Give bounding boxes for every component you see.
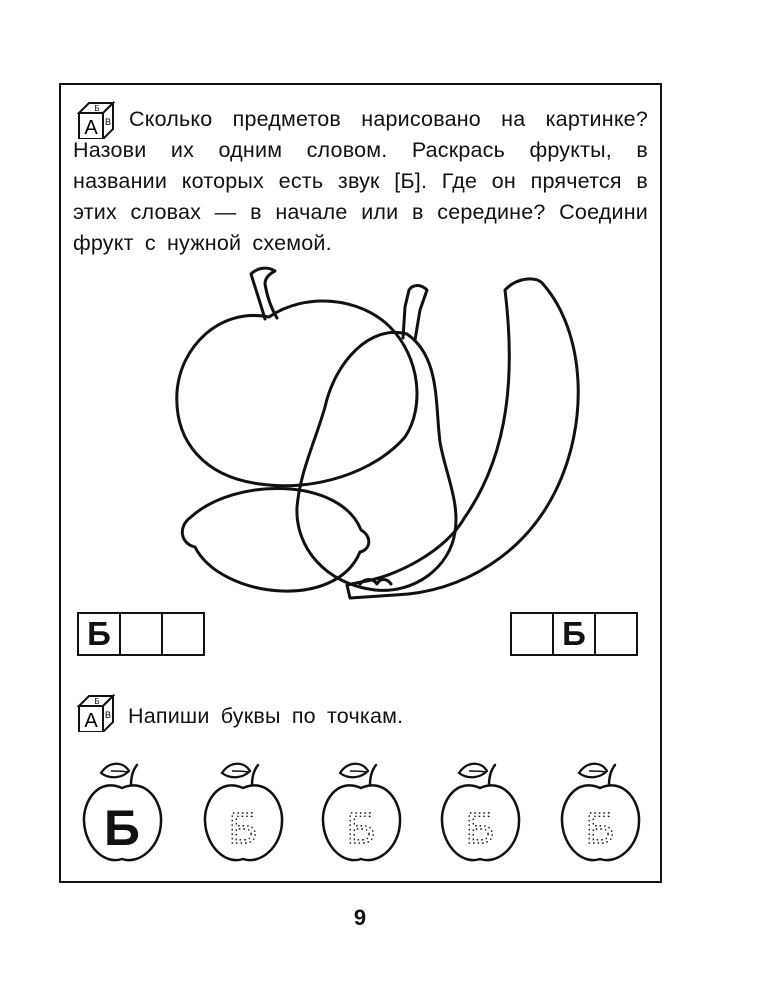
lemon-drawing <box>182 488 369 591</box>
sound-scheme-start[interactable] <box>77 612 205 656</box>
svg-text:A: A <box>84 710 98 732</box>
trace-letter: Б <box>228 804 258 853</box>
apple-letter-dotted[interactable] <box>318 755 404 865</box>
abc-cube-icon <box>76 692 116 732</box>
svg-text:A: A <box>84 117 98 139</box>
svg-text:В: В <box>104 710 112 720</box>
scheme-cell <box>594 612 638 656</box>
apple-letter-dotted[interactable] <box>557 755 643 865</box>
apple-drawing <box>177 268 417 486</box>
apple-letter-dotted[interactable] <box>200 755 286 865</box>
trace-letter: Б <box>104 800 140 856</box>
apple-letter-solid[interactable] <box>79 755 165 865</box>
apple-letter-dotted[interactable] <box>437 755 523 865</box>
task-instruction: Сколько предметов нарисовано на картинке? Назови их одним словом. Раскрась фрукты, в названии которых есть звук [Б]. Где он прячется в этих словах — в начале или в середине? Соедини фрукт с нужной схемой. <box>73 107 648 255</box>
svg-text:В: В <box>104 117 112 127</box>
task-instruction: Напиши буквы по точкам. <box>128 704 404 728</box>
scheme-cell <box>510 612 554 656</box>
trace-letter: Б <box>346 804 376 853</box>
svg-text:Б: Б <box>94 697 100 706</box>
sound-scheme-middle[interactable] <box>510 612 638 656</box>
page-number: 9 <box>353 905 367 930</box>
trace-letter: Б <box>585 804 615 853</box>
scheme-cell <box>119 612 163 656</box>
fruit-outline-illustration <box>165 262 595 612</box>
scheme-cell: Б <box>552 612 596 656</box>
pear-drawing <box>297 286 456 591</box>
scheme-cell <box>161 612 205 656</box>
scheme-cell: Б <box>77 612 121 656</box>
banana-drawing <box>347 279 578 598</box>
svg-text:Б: Б <box>94 104 100 113</box>
trace-letter: Б <box>465 804 495 853</box>
